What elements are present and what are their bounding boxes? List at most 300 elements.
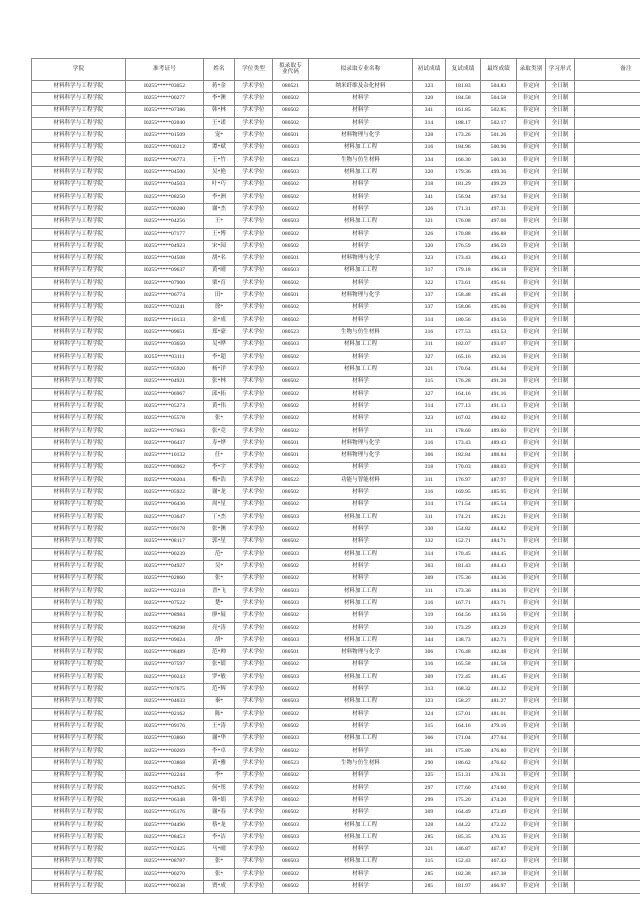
cell-final: 481.32 bbox=[481, 684, 517, 696]
cell-first: 310 bbox=[413, 622, 446, 634]
cell-college: 材料科学与工程学院 bbox=[32, 265, 126, 277]
cell-degree: 学术学位 bbox=[235, 819, 273, 831]
cell-degree: 学术学位 bbox=[235, 142, 273, 154]
cell-remark bbox=[575, 302, 640, 314]
cell-degree: 学术学位 bbox=[235, 745, 273, 757]
cell-college: 材料科学与工程学院 bbox=[32, 376, 126, 388]
cell-second: 171.31 bbox=[446, 204, 481, 216]
cell-major_code: 080502 bbox=[273, 376, 309, 388]
cell-first: 306 bbox=[413, 450, 446, 462]
cell-mode: 全日制 bbox=[546, 204, 575, 216]
cell-exam_id: I0255*****10133 bbox=[126, 314, 204, 326]
cell-category: 非定向 bbox=[517, 487, 546, 499]
cell-college: 材料科学与工程学院 bbox=[32, 142, 126, 154]
cell-second: 177.13 bbox=[446, 401, 481, 413]
cell-name: 韩*林 bbox=[204, 105, 235, 117]
cell-first: 311 bbox=[413, 425, 446, 437]
cell-name: 王* bbox=[204, 216, 235, 228]
cell-final: 496.88 bbox=[481, 228, 517, 240]
cell-remark bbox=[575, 635, 640, 647]
cell-second: 161.85 bbox=[446, 105, 481, 117]
cell-first: 311 bbox=[413, 511, 446, 523]
cell-second: 168.32 bbox=[446, 684, 481, 696]
cell-final: 476.62 bbox=[481, 758, 517, 770]
cell-category: 非定向 bbox=[517, 635, 546, 647]
cell-mode: 全日制 bbox=[546, 795, 575, 807]
cell-remark bbox=[575, 672, 640, 684]
cell-mode: 全日制 bbox=[546, 265, 575, 277]
table-row bbox=[32, 339, 640, 351]
cell-category: 非定向 bbox=[517, 598, 546, 610]
column-header-name bbox=[204, 59, 235, 81]
cell-college: 材料科学与工程学院 bbox=[32, 191, 126, 203]
cell-first: 301 bbox=[413, 745, 446, 757]
cell-exam_id: I0255*****06962 bbox=[126, 462, 204, 474]
cell-name: 张*澳 bbox=[204, 524, 235, 536]
cell-remark bbox=[575, 585, 640, 597]
cell-remark bbox=[575, 844, 640, 856]
cell-major_code: 080503 bbox=[273, 511, 309, 523]
cell-remark bbox=[575, 795, 640, 807]
cell-mode: 全日制 bbox=[546, 81, 575, 93]
cell-first: 323 bbox=[413, 81, 446, 93]
cell-second: 158.48 bbox=[446, 290, 481, 302]
cell-category: 非定向 bbox=[517, 573, 546, 585]
cell-remark bbox=[575, 290, 640, 302]
cell-second: 170.03 bbox=[446, 462, 481, 474]
cell-exam_id: I0255*****00270 bbox=[126, 869, 204, 881]
table-row bbox=[32, 191, 640, 203]
cell-name: 张*林 bbox=[204, 376, 235, 388]
cell-second: 176.97 bbox=[446, 475, 481, 487]
cell-mode: 全日制 bbox=[546, 117, 575, 129]
cell-mode: 全日制 bbox=[546, 130, 575, 142]
cell-college: 材料科学与工程学院 bbox=[32, 745, 126, 757]
cell-major_code: 080502 bbox=[273, 622, 309, 634]
cell-college: 材料科学与工程学院 bbox=[32, 179, 126, 191]
cell-major_name: 生物与仿生材料 bbox=[309, 154, 413, 166]
cell-major_code: 080502 bbox=[273, 573, 309, 585]
cell-final: 493.07 bbox=[481, 339, 517, 351]
cell-remark bbox=[575, 869, 640, 881]
cell-first: 297 bbox=[413, 782, 446, 794]
cell-mode: 全日制 bbox=[546, 721, 575, 733]
cell-first: 309 bbox=[413, 573, 446, 585]
cell-first: 327 bbox=[413, 351, 446, 363]
cell-major_code: 080502 bbox=[273, 721, 309, 733]
cell-category: 非定向 bbox=[517, 844, 546, 856]
cell-category: 非定向 bbox=[517, 413, 546, 425]
cell-second: 173.43 bbox=[446, 253, 481, 265]
cell-exam_id: I0255*****04496 bbox=[126, 819, 204, 831]
column-header-category bbox=[517, 59, 546, 81]
cell-degree: 学术学位 bbox=[235, 548, 273, 560]
cell-major_code: 080502 bbox=[273, 536, 309, 548]
column-header-line: 学院 bbox=[72, 65, 85, 72]
cell-second: 152.71 bbox=[446, 536, 481, 548]
cell-second: 182.84 bbox=[446, 450, 481, 462]
table-row bbox=[32, 524, 640, 536]
table-row bbox=[32, 745, 640, 757]
cell-name: 杨*洋 bbox=[204, 364, 235, 376]
cell-exam_id: I0255*****08787 bbox=[126, 856, 204, 868]
cell-name: 李*洁 bbox=[204, 832, 235, 844]
cell-major_name: 材料学 bbox=[309, 610, 413, 622]
cell-second: 178.60 bbox=[446, 425, 481, 437]
cell-exam_id: I0255*****03860 bbox=[126, 733, 204, 745]
cell-name: 栗*育 bbox=[204, 278, 235, 290]
cell-major_code: 080523 bbox=[273, 758, 309, 770]
cell-second: 151.31 bbox=[446, 770, 481, 782]
cell-mode: 全日制 bbox=[546, 475, 575, 487]
cell-second: 173.29 bbox=[446, 622, 481, 634]
cell-final: 489.43 bbox=[481, 438, 517, 450]
cell-exam_id: I0255*****10132 bbox=[126, 450, 204, 462]
cell-major_name: 材料学 bbox=[309, 413, 413, 425]
cell-first: 320 bbox=[413, 93, 446, 105]
column-header-remark bbox=[575, 59, 640, 81]
cell-first: 337 bbox=[413, 302, 446, 314]
cell-first: 316 bbox=[413, 327, 446, 339]
cell-category: 非定向 bbox=[517, 314, 546, 326]
cell-major_name: 材料学 bbox=[309, 117, 413, 129]
cell-major_code: 080503 bbox=[273, 216, 309, 228]
cell-mode: 全日制 bbox=[546, 561, 575, 573]
cell-mode: 全日制 bbox=[546, 733, 575, 745]
column-header-major_name bbox=[309, 59, 413, 81]
table-row bbox=[32, 117, 640, 129]
cell-first: 332 bbox=[413, 536, 446, 548]
cell-name: 李*洲 bbox=[204, 191, 235, 203]
cell-name: 吴* bbox=[204, 561, 235, 573]
cell-final: 500.96 bbox=[481, 142, 517, 154]
cell-degree: 学术学位 bbox=[235, 105, 273, 117]
cell-college: 材料科学与工程学院 bbox=[32, 487, 126, 499]
cell-major_code: 080502 bbox=[273, 524, 309, 536]
table-row bbox=[32, 462, 640, 474]
column-header-line: 姓名 bbox=[213, 65, 225, 72]
cell-degree: 学术学位 bbox=[235, 167, 273, 179]
cell-exam_id: I0255*****08298 bbox=[126, 622, 204, 634]
cell-name: 李* bbox=[204, 770, 235, 782]
cell-major_code: 080502 bbox=[273, 191, 309, 203]
cell-college: 材料科学与工程学院 bbox=[32, 598, 126, 610]
cell-mode: 全日制 bbox=[546, 179, 575, 191]
cell-final: 467.38 bbox=[481, 869, 517, 881]
cell-remark bbox=[575, 745, 640, 757]
cell-final: 485.21 bbox=[481, 511, 517, 523]
cell-degree: 学术学位 bbox=[235, 241, 273, 253]
cell-final: 493.53 bbox=[481, 327, 517, 339]
cell-category: 非定向 bbox=[517, 81, 546, 93]
cell-college: 材料科学与工程学院 bbox=[32, 573, 126, 585]
cell-first: 344 bbox=[413, 635, 446, 647]
cell-mode: 全日制 bbox=[546, 450, 575, 462]
cell-college: 材料科学与工程学院 bbox=[32, 388, 126, 400]
cell-college: 材料科学与工程学院 bbox=[32, 499, 126, 511]
cell-final: 489.60 bbox=[481, 425, 517, 437]
cell-degree: 学术学位 bbox=[235, 302, 273, 314]
cell-first: 316 bbox=[413, 598, 446, 610]
cell-major_name: 材料学 bbox=[309, 844, 413, 856]
cell-final: 504.83 bbox=[481, 81, 517, 93]
table-row bbox=[32, 376, 640, 388]
cell-mode: 全日制 bbox=[546, 302, 575, 314]
cell-first: 319 bbox=[413, 610, 446, 622]
cell-major_code: 080503 bbox=[273, 672, 309, 684]
cell-name: 邱*拓 bbox=[204, 388, 235, 400]
cell-exam_id: I0255*****07522 bbox=[126, 598, 204, 610]
cell-mode: 全日制 bbox=[546, 438, 575, 450]
cell-major_name: 纳米纤维及杂化材料 bbox=[309, 81, 413, 93]
cell-first: 324 bbox=[413, 708, 446, 720]
cell-remark bbox=[575, 770, 640, 782]
cell-major_name: 材料学 bbox=[309, 191, 413, 203]
cell-category: 非定向 bbox=[517, 745, 546, 757]
cell-college: 材料科学与工程学院 bbox=[32, 548, 126, 560]
cell-college: 材料科学与工程学院 bbox=[32, 647, 126, 659]
cell-remark bbox=[575, 819, 640, 831]
cell-mode: 全日制 bbox=[546, 278, 575, 290]
cell-major_code: 080502 bbox=[273, 401, 309, 413]
cell-first: 315 bbox=[413, 376, 446, 388]
table-row bbox=[32, 241, 640, 253]
column-header-line: 录取类别 bbox=[519, 65, 543, 72]
cell-major_name: 材料学 bbox=[309, 782, 413, 794]
cell-major_name: 材料学 bbox=[309, 659, 413, 671]
cell-remark bbox=[575, 364, 640, 376]
table-row bbox=[32, 511, 640, 523]
cell-major_code: 080502 bbox=[273, 770, 309, 782]
cell-major_name: 材料学 bbox=[309, 204, 413, 216]
cell-final: 482.48 bbox=[481, 647, 517, 659]
cell-name: 谢*华 bbox=[204, 733, 235, 745]
cell-major_name: 材料学 bbox=[309, 684, 413, 696]
cell-degree: 学术学位 bbox=[235, 228, 273, 240]
cell-mode: 全日制 bbox=[546, 191, 575, 203]
cell-remark bbox=[575, 401, 640, 413]
cell-major_code: 080503 bbox=[273, 635, 309, 647]
table-header-row bbox=[32, 59, 640, 81]
cell-major_name: 材料加工工程 bbox=[309, 733, 413, 745]
cell-degree: 学术学位 bbox=[235, 130, 273, 142]
cell-remark bbox=[575, 93, 640, 105]
cell-remark bbox=[575, 684, 640, 696]
cell-final: 497.08 bbox=[481, 216, 517, 228]
cell-final: 484.36 bbox=[481, 585, 517, 597]
cell-major_name: 材料学 bbox=[309, 573, 413, 585]
cell-mode: 全日制 bbox=[546, 290, 575, 302]
cell-final: 481.45 bbox=[481, 672, 517, 684]
cell-mode: 全日制 bbox=[546, 745, 575, 757]
cell-degree: 学术学位 bbox=[235, 81, 273, 93]
cell-degree: 学术学位 bbox=[235, 93, 273, 105]
cell-name: 李*超 bbox=[204, 351, 235, 363]
cell-name: 谢*龙 bbox=[204, 487, 235, 499]
cell-major_code: 080502 bbox=[273, 881, 309, 893]
cell-name: 谢*杰 bbox=[204, 204, 235, 216]
cell-final: 485.54 bbox=[481, 499, 517, 511]
cell-final: 485.95 bbox=[481, 487, 517, 499]
cell-major_code: 080502 bbox=[273, 179, 309, 191]
cell-second: 184.58 bbox=[446, 93, 481, 105]
cell-major_name: 材料加工工程 bbox=[309, 832, 413, 844]
cell-second: 154.82 bbox=[446, 524, 481, 536]
cell-second: 164.56 bbox=[446, 610, 481, 622]
cell-name: 王*诺 bbox=[204, 117, 235, 129]
cell-category: 非定向 bbox=[517, 167, 546, 179]
cell-category: 非定向 bbox=[517, 278, 546, 290]
cell-remark bbox=[575, 856, 640, 868]
cell-remark bbox=[575, 487, 640, 499]
cell-remark bbox=[575, 721, 640, 733]
cell-college: 材料科学与工程学院 bbox=[32, 524, 126, 536]
cell-mode: 全日制 bbox=[546, 228, 575, 240]
cell-first: 314 bbox=[413, 117, 446, 129]
cell-degree: 学术学位 bbox=[235, 314, 273, 326]
cell-first: 314 bbox=[413, 401, 446, 413]
column-header-line: 复试成绩 bbox=[451, 65, 475, 72]
cell-second: 164.49 bbox=[446, 807, 481, 819]
cell-remark bbox=[575, 376, 640, 388]
cell-college: 材料科学与工程学院 bbox=[32, 413, 126, 425]
cell-major_code: 080503 bbox=[273, 696, 309, 708]
cell-college: 材料科学与工程学院 bbox=[32, 585, 126, 597]
cell-exam_id: I0255*****00280 bbox=[126, 204, 204, 216]
cell-final: 483.71 bbox=[481, 598, 517, 610]
cell-college: 材料科学与工程学院 bbox=[32, 302, 126, 314]
cell-final: 490.02 bbox=[481, 413, 517, 425]
table-row bbox=[32, 130, 640, 142]
cell-major_name: 材料加工工程 bbox=[309, 339, 413, 351]
cell-major_code: 080502 bbox=[273, 708, 309, 720]
cell-category: 非定向 bbox=[517, 524, 546, 536]
cell-category: 非定向 bbox=[517, 832, 546, 844]
cell-final: 497.31 bbox=[481, 204, 517, 216]
cell-final: 481.01 bbox=[481, 708, 517, 720]
cell-final: 482.73 bbox=[481, 635, 517, 647]
table-row bbox=[32, 93, 640, 105]
cell-exam_id: I0255*****06967 bbox=[126, 388, 204, 400]
table-row bbox=[32, 635, 640, 647]
cell-remark bbox=[575, 117, 640, 129]
table-row bbox=[32, 81, 640, 93]
cell-second: 172.45 bbox=[446, 672, 481, 684]
table-row bbox=[32, 708, 640, 720]
cell-second: 173.36 bbox=[446, 585, 481, 597]
cell-second: 173.61 bbox=[446, 278, 481, 290]
cell-degree: 学术学位 bbox=[235, 511, 273, 523]
cell-name: 周*星 bbox=[204, 499, 235, 511]
cell-major_code: 080523 bbox=[273, 154, 309, 166]
cell-college: 材料科学与工程学院 bbox=[32, 696, 126, 708]
cell-degree: 学术学位 bbox=[235, 499, 273, 511]
cell-name: 郑*豪 bbox=[204, 327, 235, 339]
cell-major_code: 080502 bbox=[273, 807, 309, 819]
cell-remark bbox=[575, 881, 640, 893]
cell-major_name: 材料学 bbox=[309, 499, 413, 511]
cell-remark bbox=[575, 154, 640, 166]
column-header-degree bbox=[235, 59, 273, 81]
cell-first: 314 bbox=[413, 499, 446, 511]
cell-mode: 全日制 bbox=[546, 142, 575, 154]
table-row bbox=[32, 721, 640, 733]
cell-category: 非定向 bbox=[517, 585, 546, 597]
cell-exam_id: I0255*****09637 bbox=[126, 265, 204, 277]
cell-college: 材料科学与工程学院 bbox=[32, 290, 126, 302]
cell-college: 材料科学与工程学院 bbox=[32, 856, 126, 868]
cell-category: 非定向 bbox=[517, 351, 546, 363]
cell-degree: 学术学位 bbox=[235, 524, 273, 536]
cell-major_code: 080502 bbox=[273, 278, 309, 290]
cell-remark bbox=[575, 130, 640, 142]
cell-major_code: 080502 bbox=[273, 610, 309, 622]
cell-name: 范*辉 bbox=[204, 684, 235, 696]
cell-college: 材料科学与工程学院 bbox=[32, 869, 126, 881]
cell-degree: 学术学位 bbox=[235, 401, 273, 413]
cell-degree: 学术学位 bbox=[235, 721, 273, 733]
cell-degree: 学术学位 bbox=[235, 253, 273, 265]
column-header-final bbox=[481, 59, 517, 81]
cell-final: 496.59 bbox=[481, 241, 517, 253]
cell-category: 非定向 bbox=[517, 130, 546, 142]
cell-remark bbox=[575, 179, 640, 191]
cell-degree: 学术学位 bbox=[235, 154, 273, 166]
cell-mode: 全日制 bbox=[546, 635, 575, 647]
cell-second: 175.36 bbox=[446, 573, 481, 585]
cell-major_name: 材料物理与化学 bbox=[309, 438, 413, 450]
cell-final: 484.36 bbox=[481, 573, 517, 585]
cell-second: 184.96 bbox=[446, 142, 481, 154]
cell-college: 材料科学与工程学院 bbox=[32, 832, 126, 844]
cell-major_code: 080502 bbox=[273, 388, 309, 400]
cell-category: 非定向 bbox=[517, 856, 546, 868]
cell-major_name: 材料学 bbox=[309, 278, 413, 290]
cell-major_name: 材料加工工程 bbox=[309, 511, 413, 523]
cell-degree: 学术学位 bbox=[235, 265, 273, 277]
cell-name: 蒋*金 bbox=[204, 81, 235, 93]
table-row bbox=[32, 758, 640, 770]
cell-college: 材料科学与工程学院 bbox=[32, 130, 126, 142]
cell-degree: 学术学位 bbox=[235, 204, 273, 216]
cell-category: 非定向 bbox=[517, 770, 546, 782]
table-row bbox=[32, 388, 640, 400]
cell-major_name: 材料学 bbox=[309, 487, 413, 499]
cell-degree: 学术学位 bbox=[235, 290, 273, 302]
cell-exam_id: I0255*****01509 bbox=[126, 130, 204, 142]
cell-category: 非定向 bbox=[517, 265, 546, 277]
cell-remark bbox=[575, 351, 640, 363]
table-row bbox=[32, 536, 640, 548]
cell-exam_id: I0255*****08117 bbox=[126, 536, 204, 548]
cell-final: 474.60 bbox=[481, 782, 517, 794]
cell-major_code: 080502 bbox=[273, 795, 309, 807]
cell-major_name: 材料加工工程 bbox=[309, 265, 413, 277]
cell-category: 非定向 bbox=[517, 425, 546, 437]
cell-major_code: 080501 bbox=[273, 450, 309, 462]
cell-exam_id: I0255*****04500 bbox=[126, 167, 204, 179]
cell-college: 材料科学与工程学院 bbox=[32, 659, 126, 671]
table-row bbox=[32, 438, 640, 450]
table-row bbox=[32, 278, 640, 290]
cell-degree: 学术学位 bbox=[235, 376, 273, 388]
cell-second: 170.88 bbox=[446, 228, 481, 240]
cell-name: 宋*园 bbox=[204, 241, 235, 253]
cell-exam_id: I0255*****00204 bbox=[126, 475, 204, 487]
cell-first: 321 bbox=[413, 364, 446, 376]
cell-college: 材料科学与工程学院 bbox=[32, 81, 126, 93]
cell-exam_id: I0255*****04927 bbox=[126, 561, 204, 573]
